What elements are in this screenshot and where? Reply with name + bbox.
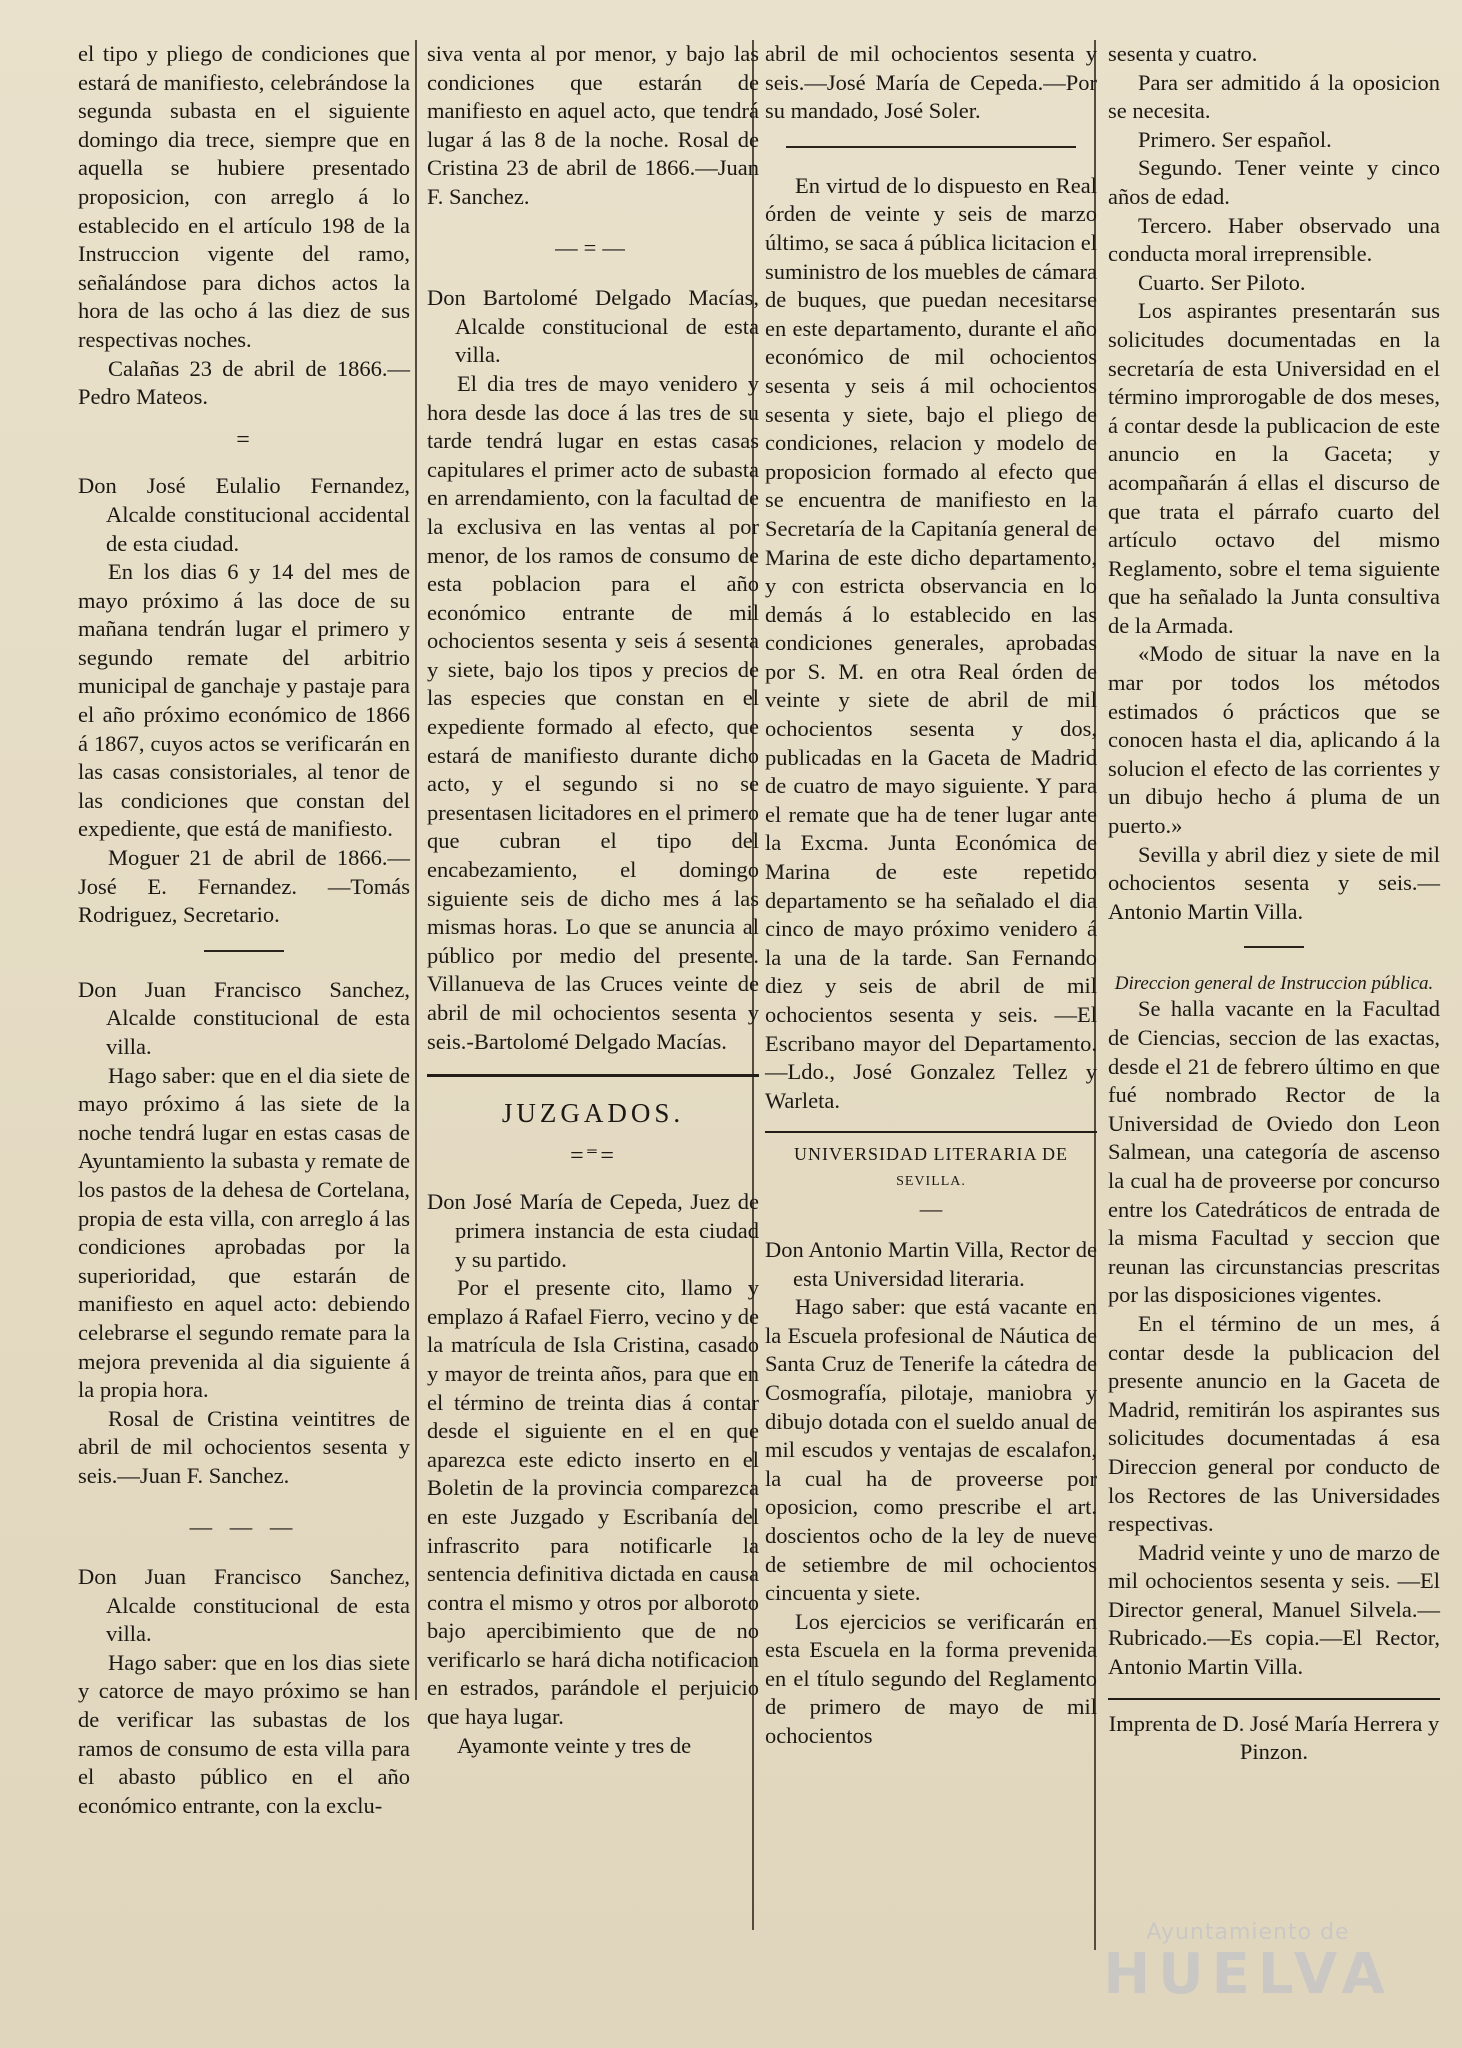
paragraph: En los dias 6 y 14 del mes de mayo próximo á las doce de su mañana tendrán lugar el primero y segundo remate del arbitrio municipal de ganchaje y pastaje para el año próximo económico de 1866 á 1867, cuyos actos se verificarán en las casas consistoriales, al tenor de las condiciones que constan del expediente, que está de manifiesto. xyxy=(78,559,410,842)
paragraph: Los aspirantes presentarán sus solicitudes documentadas en la secretaría de esta Universidad en el término improrogable de dos meses, á contar desde la publicacion de este anuncio en la Gaceta; y acompañarán á ellas el discurso de que trata el párrafo cuarto del artículo octavo del mismo Reglamento, sobre el tema siguiente que ha señalado la Junta consultiva de la Armada. xyxy=(1108,298,1440,638)
section-title: JUZGADOS. xyxy=(501,1098,685,1129)
imprint: Imprenta de D. José María Herrera y Pinzon. xyxy=(1108,1710,1440,1765)
watermark-subtitle: Ayuntamiento de xyxy=(1146,1920,1350,1945)
notice-heading: Don Antonio Martin Villa, Rector de esta Universidad literaria. xyxy=(765,1236,1097,1291)
separator: — xyxy=(919,1196,943,1222)
section-rule xyxy=(765,1131,1097,1133)
paragraph: Hago saber: que está vacante en la Escuela profesional de Náutica de Santa Cruz de Tenerife la cátedra de Cosmografía, pilotaje, maniobra y dibujo dotada con el sueldo anual de mil escudos y ventajas de escalafon, la cual ha de proveerse por oposicion, como prescribe el art. doscientos ocho de la ley de nueve de setiembre de mil ochocientos cincuenta y siete. xyxy=(765,1294,1097,1606)
paragraph: sesenta y cuatro. xyxy=(1108,41,1258,66)
separator: —=— xyxy=(555,234,631,260)
separator-line xyxy=(204,950,284,952)
separator: =⁼= xyxy=(570,1142,616,1169)
signature: Moguer 21 de abril de 1866.—José E. Fernandez. —Tomás Rodriguez, Secretario. xyxy=(78,845,410,928)
paragraph: Hago saber: que en el dia siete de mayo próximo á las siete de la noche tendrá lugar en estas casas de Ayuntamiento la subasta y remate de los pastos de la dehesa de Cortelana, propia de esta villa, con arreglo á las condiciones aprobadas por la superioridad, que estarán de manifiesto en aquel acto: debiendo celebrarse el segundo remate para la mejora prevenida al dia siguiente á la propia hora. xyxy=(78,1062,410,1403)
column-rule xyxy=(415,40,417,1700)
list-item: Cuarto. Ser Piloto. xyxy=(1138,269,1306,295)
paragraph: siva venta al por menor, y bajo las condiciones que estarán de manifiesto en aquel acto, que tendrá lugar á las 8 de la noche. Rosal de Cristina 23 de abril de 1866.—Juan F. Sanchez. xyxy=(427,41,759,209)
paragraph: abril de mil ochocientos sesenta y seis.—José María de Cepeda.—Por su mandado, José Soler. xyxy=(765,41,1097,124)
watermark-title: HUELVA xyxy=(1103,1942,1393,2007)
paragraph: Ayamonte veinte y tres de xyxy=(457,1732,692,1758)
column-3 xyxy=(765,40,1097,1751)
paragraph: Los ejercicios se verificarán en esta Escuela en la forma prevenida en el título segundo del Reglamento de primero de mayo de mil ochocientos xyxy=(765,1608,1097,1749)
separator-line xyxy=(786,146,1076,148)
notice-heading: Don José Eulalio Fernandez, Alcalde constitucional accidental de esta ciudad. xyxy=(78,473,410,556)
column-1 xyxy=(78,40,410,1820)
archive-watermark xyxy=(1098,1858,1398,2028)
notice-heading: Don José María de Cepeda, Juez de primera instancia de esta ciudad y su partido. xyxy=(427,1189,759,1272)
paragraph: Para ser admitido á la oposicion se necesita. xyxy=(1108,69,1440,124)
signature: Sevilla y abril diez y siete de mil ochocientos sesenta y seis.—Antonio Martin Villa. xyxy=(1108,841,1440,924)
paragraph: En el término de un mes, á contar desde la publicacion del presente anuncio en la Gaceta de Madrid, remitirán los aspirantes sus solicitudes documentadas á esa Direccion general por conducto de los Rectores de las Universidades respectivas. xyxy=(1108,1310,1440,1537)
list-item: Primero. Ser español. xyxy=(1138,126,1332,152)
section-title: UNIVERSIDAD LITERARIA DE xyxy=(794,1144,1068,1165)
signature: Rosal de Cristina veintitres de abril de mil ochocientos sesenta y seis.—Juan F. Sanchez. xyxy=(78,1405,410,1488)
paragraph: Se halla vacante en la Facultad de Ciencias, seccion de las exactas, desde el 21 de febrero último en que fué nombrado Rector de la Universidad de Oviedo don Leon Salmean, una categoría de ascenso la cual ha de proveerse por concurso entre los Catedráticos de entrada de la misma Facultad y seccion que reunan las circunstancias prescritas por las disposiciones vigentes. xyxy=(1108,996,1440,1308)
notice-heading: Don Juan Francisco Sanchez, Alcalde constitucional de esta villa. xyxy=(78,976,410,1059)
list-item: Segundo. Tener veinte y cinco años de edad. xyxy=(1108,155,1440,209)
separator-line xyxy=(1244,946,1304,948)
section-subtitle: SEVILLA. xyxy=(896,1174,966,1190)
section-title: Direccion general de Instruccion pública. xyxy=(1114,973,1434,995)
separator: = xyxy=(236,426,252,453)
paragraph: Hago saber: que en los dias siete y catorce de mayo próximo se han de verificar las subastas de los ramos de consumo de esta villa para el abasto público en el año económico entrante, con la exclu- xyxy=(78,1649,410,1818)
notice-heading: Don Bartolomé Delgado Macías, Alcalde constitucional de esta villa. xyxy=(427,285,759,368)
list-item: Tercero. Haber observado una conducta moral irreprensible. xyxy=(1108,212,1440,267)
signature: Madrid veinte y uno de marzo de mil ochocientos sesenta y seis. —El Director general, Manuel Silvela.—Rubricado.—Es copia.—El Rector, Antonio Martin Villa. xyxy=(1108,1539,1440,1680)
notice-heading: Don Juan Francisco Sanchez, Alcalde constitucional de esta villa. xyxy=(78,1564,410,1647)
paragraph: El dia tres de mayo venidero y hora desde las doce á las tres de su tarde tendrá lugar en estas casas capitulares el primer acto de subasta en arrendamiento, con la facultad de la exclusiva en las ventas al por menor, de los ramos de consumo de esta poblacion para el año económico entrante de mil ochocientos sesenta y seis á sesenta y siete, bajo los tipos y precios de las especies que constan en el expediente formado al efecto, que estará de manifiesto durante dicho acto, y el segundo si no se presentasen licitadores en el primero que cubran el tipo del encabezamiento, el domingo siguiente seis de dicho mes á las mismas horas. Lo que se anuncia al público por medio del presente. Villanueva de las Cruces veinte de abril de mil ochocientos sesenta y seis.-Bartolomé Delgado Macías. xyxy=(427,370,759,1054)
paragraph: Por el presente cito, llamo y emplazo á Rafael Fierro, vecino y de la matrícula de Isla Cristina, casado y mayor de treinta años, para que en el término de treinta dias á contar desde el siguiente en el en que aparezca este edicto inserto en el Boletin de la provincia comparezca en este Juzgado y Escribanía del infrascrito para notificarle la sentencia definitiva dictada en causa contra el mismo y otros por alboroto bajo apercibimiento que de no verificarlo se hará dicha notificacion en estrados, parándole el perjuicio que haya lugar. xyxy=(427,1275,759,1730)
column-4 xyxy=(1108,40,1440,1767)
signature: Calañas 23 de abril de 1866.—Pedro Mateos. xyxy=(78,355,410,410)
paragraph: En virtud de lo dispuesto en Real órden de veinte y seis de marzo último, se saca á pública licitacion el suministro de los muebles de cámara de buques, que puedan necesitarse en este departamento, durante el año económico de mil ochocientos sesenta y seis á mil ochocientos sesenta y siete, bajo el pliego de condiciones, relacion y modelo de proposicion formado al efecto que se encuentra de manifiesto en la Secretaría de la Capitanía general de Marina de este dicho departamento, y con estricta observancia en lo demás á lo establecido en las condiciones generales, aprobadas por S. M. en otra Real órden de veinte y siete de abril de mil ochocientos sesenta y dos, publicadas en la Gaceta de Madrid de cuatro de mayo siguiente. Y para el remate que ha de tener lugar ante la Excma. Junta Económica de Marina de este repetido departamento se ha señalado el dia cinco de mayo próximo venidero á la una de la tarde. San Fernando diez y seis de abril de mil ochocientos sesenta y seis. —El Escribano mayor del Departamento.—Ldo., José Gonzalez Tellez y Warleta. xyxy=(765,172,1097,1113)
quotation: «Modo de situar la nave en la mar por todos los métodos estimados ó prácticos que se conocen hasta el dia, aplicando á la solucion el efecto de las corrientes y un dibujo hecho á pluma de un puerto.» xyxy=(1108,641,1440,839)
section-rule xyxy=(427,1074,759,1077)
imprint-rule xyxy=(1108,1698,1440,1700)
separator: — — — xyxy=(189,1513,299,1539)
column-2 xyxy=(427,40,759,1760)
paragraph: el tipo y pliego de condiciones que estará de manifiesto, celebrándose la segunda subasta en el siguiente domingo dia trece, siempre que en aquella se hubiere presentado proposicion, con arreglo á lo establecido en el artículo 198 de la Instruccion vigente del ramo, señalándose para dichos actos la hora de las ocho á las diez de sus respectivas noches. xyxy=(78,41,410,352)
